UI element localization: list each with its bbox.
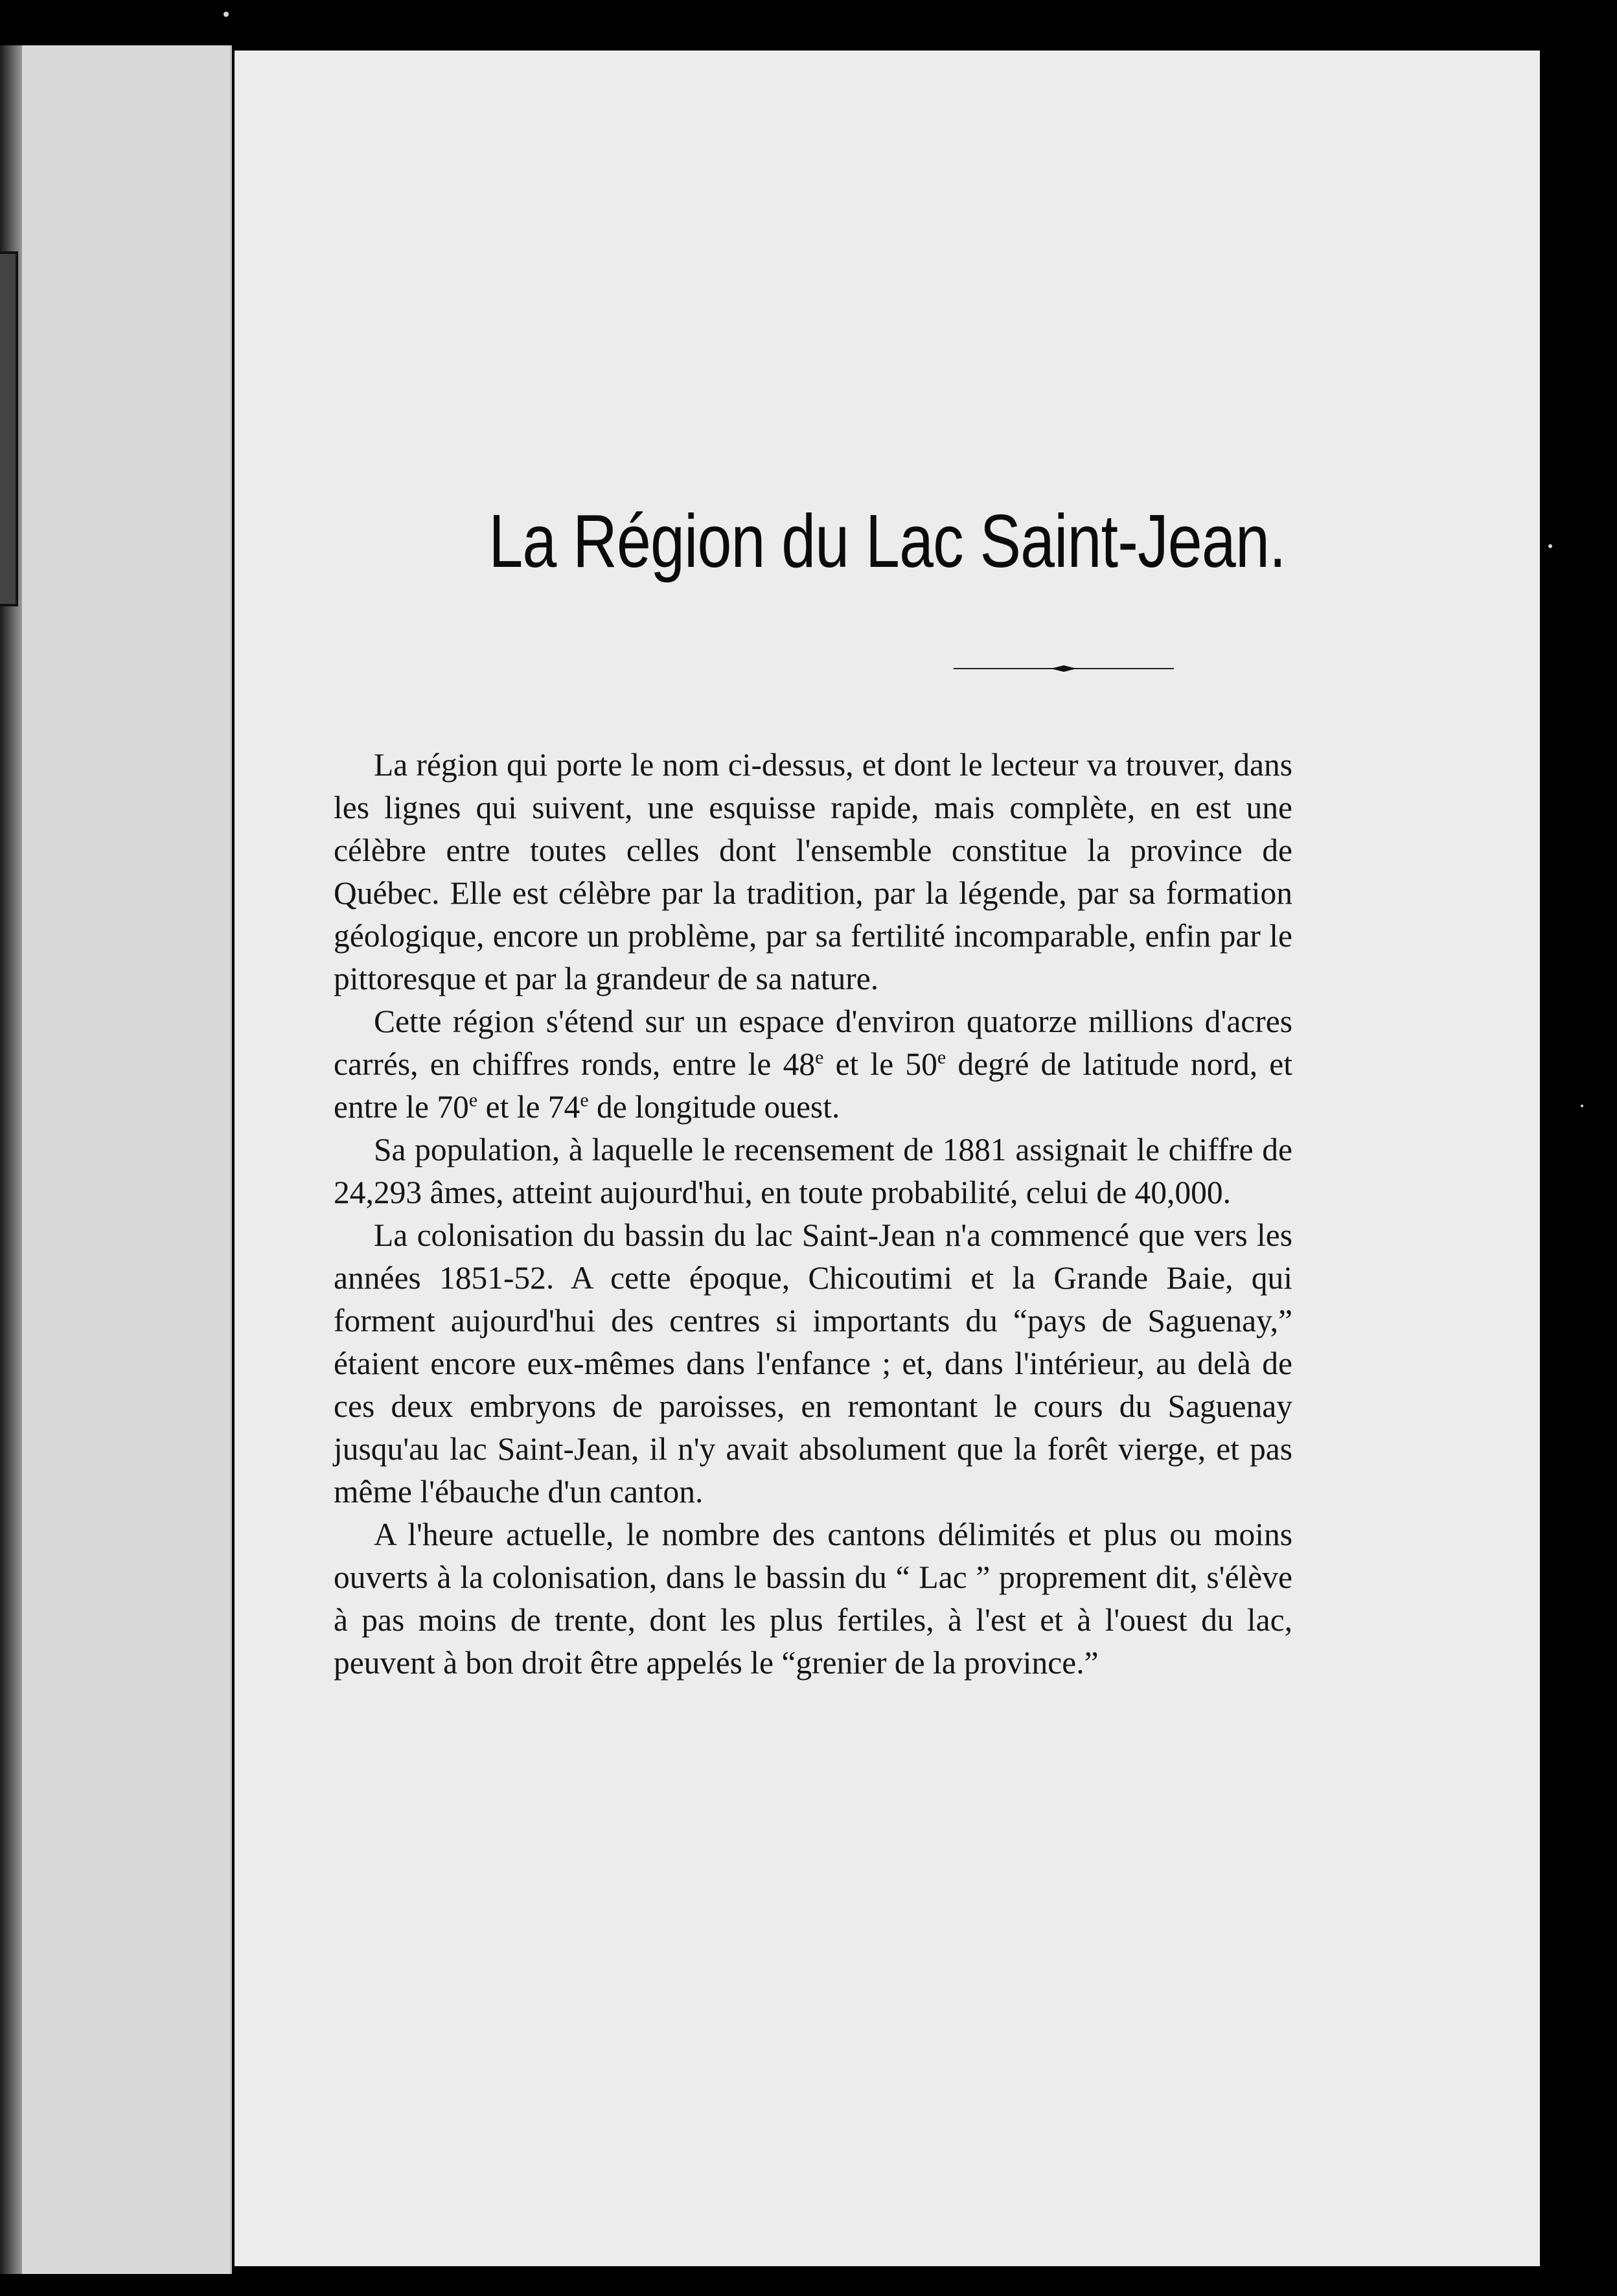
paragraph-4-text: La colonisation du bassin du lac Saint-Jean n'a commencé que vers les années 1851-52. A cette époque, Chicoutimi et la Grande Baie, qui forment aujourd'hui des centres si importants du “pays de Saguenay,” étaient encore eux-mêmes dans l'enfance ; et, dans l'intérieur, au delà de ces deux embryons de paroisses, en remontant le cours du Saguenay jusqu'au lac Saint-Jean, il n'y avait absolument que la forêt vierge, et pas même l'ébauche d'un canton. [334, 1217, 1292, 1510]
paragraph-2-text-b: et le 50 [823, 1046, 937, 1082]
paragraph-5 [334, 1513, 1292, 1684]
left-page-edge-mark [0, 251, 18, 606]
scan-speck [1581, 1105, 1583, 1107]
body-text [334, 744, 1292, 1684]
paragraph-3 [334, 1129, 1292, 1214]
paragraph-2-text-e: de longitude ouest. [588, 1089, 840, 1125]
superscript: e [580, 1089, 589, 1111]
paragraph-1-text: La région qui porte le nom ci-dessus, et dont le lecteur va trouver, dans les lignes qui suivent, une esquisse rapide, mais complète, en est une célèbre entre toutes celles dont l'ensemble constitue la province de Québec. Elle est célèbre par la tradition, par la légende, par sa formation géologique, encore un problème, par sa fertilité incomparable, enfin par le pittoresque et par la grandeur de sa nature. [334, 747, 1292, 996]
right-page-edge [1540, 71, 1579, 2271]
title-ornament [954, 663, 1174, 674]
paragraph-2-text-a: Cette région s'étend sur un espace d'environ quatorze millions d'acres carrés, en chiffres ronds, entre le 48 [334, 1004, 1292, 1082]
paragraph-3-text: Sa population, à laquelle le recensement de 1881 assignait le chiffre de 24,293 âmes, atteint aujourd'hui, en toute probabilité, celui de 40,000. [334, 1132, 1292, 1210]
superscript: e [815, 1046, 824, 1068]
paragraph-2-text-d: et le 74 [477, 1089, 580, 1125]
paragraph-4 [334, 1214, 1292, 1513]
page-title: La Région du Lac Saint-Jean. [488, 499, 1286, 583]
right-page [235, 51, 1540, 2266]
paragraph-5-text: A l'heure actuelle, le nombre des cantons délimités et plus ou moins ouverts à la colonisation, dans le bassin du “ Lac ” proprement dit, s'élève à pas moins de trente, dont les plus fertiles, à l'est et à l'ouest du lac, peuvent à bon droit être appelés le “grenier de la province.” [334, 1517, 1292, 1681]
left-page [0, 45, 232, 2274]
paragraph-1 [334, 744, 1292, 1000]
superscript: e [468, 1089, 478, 1111]
paragraph-2-text-c: degré de latitude nord, et entre le 70 [334, 1046, 1292, 1125]
superscript: e [937, 1046, 946, 1068]
paragraph-2 [334, 1000, 1292, 1129]
scan-speck [224, 12, 229, 17]
scan-speck [1548, 544, 1552, 548]
